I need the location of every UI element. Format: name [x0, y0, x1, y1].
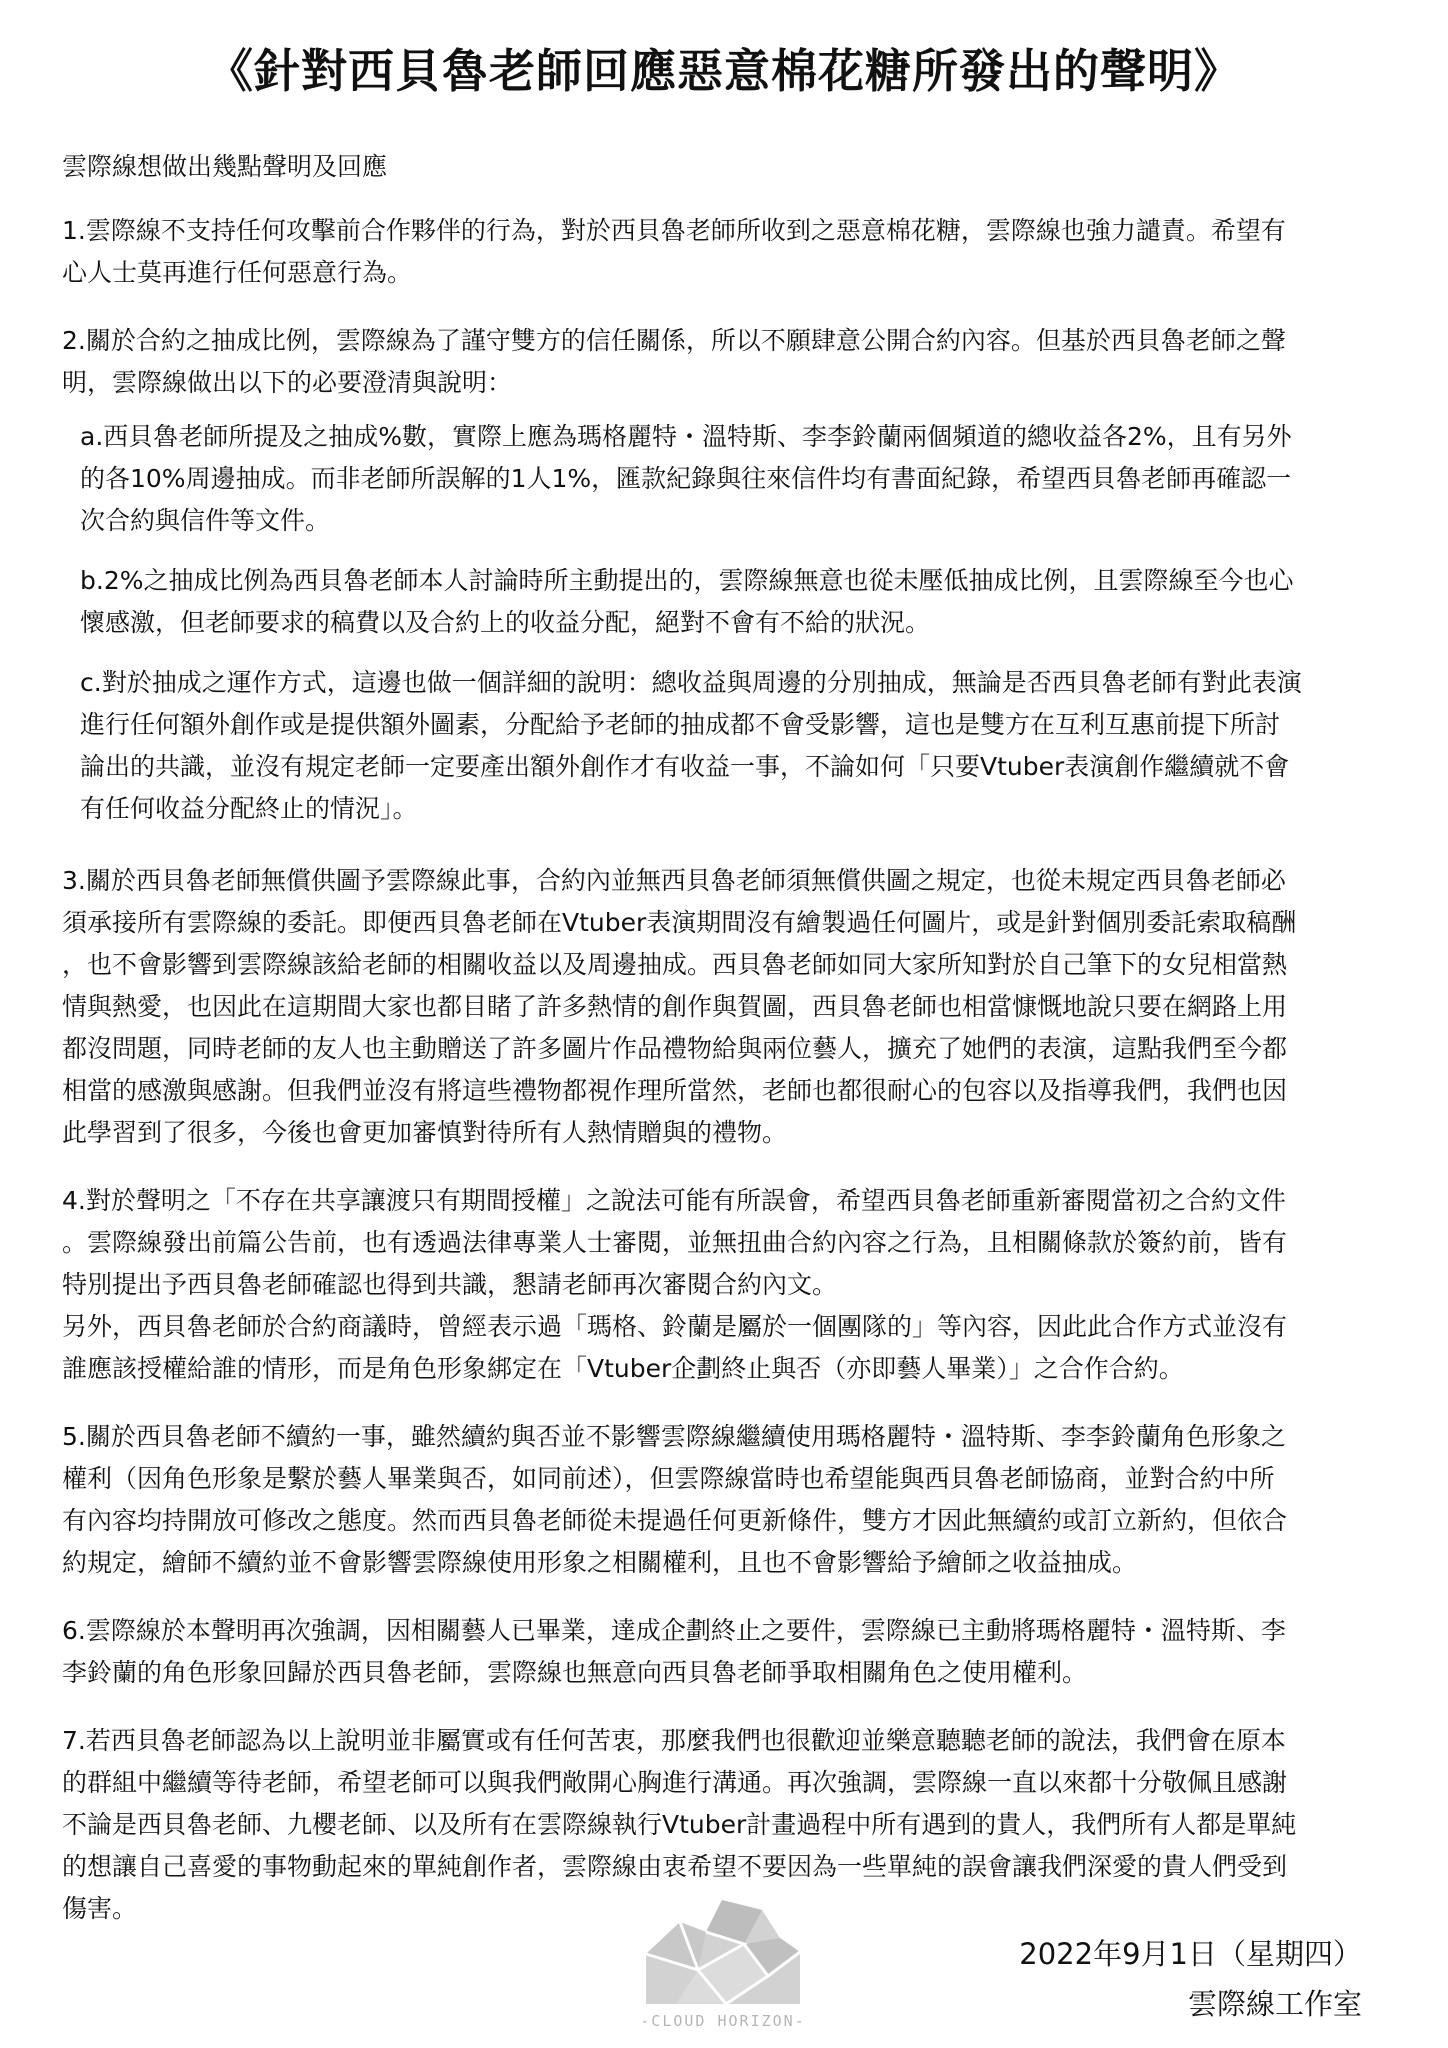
document-title: 《針對西貝魯老師回應惡意棉花糖所發出的聲明》: [207, 44, 1241, 98]
point-7-paragraph: 7.若西貝魯老師認為以上說明並非屬實或有任何苦衷，那麼我們也很歡迎並樂意聽聽老師的說法，我們會在原本 的群組中繼續等待老師，希望老師可以與我們敞開心胸進行溝通。再次強調，雲際線一直以來都十分敬佩且感謝 不論是西貝魯老師、九櫻老師、以及所有在雲際線執行Vtuber計畫過程中所有遇到的貴人，我們所有人都是單純 的想讓自己喜愛的事物動起來的單純創作者，雲際線由衷希望不要因為一些單純的誤會讓我們深愛的貴人們受到 傷害。: [62, 1726, 1297, 1923]
point-2c-paragraph: c.對於抽成之運作方式，這邊也做一個詳細的說明：總收益與周邊的分別抽成，無論是否西貝魯老師有對此表演 進行任何額外創作或是提供額外圖素，分配給予老師的抽成都不會受影響，這也是雙方在互利互惠前提下所討 論出的共識，並沒有規定老師一定要產出額外創作才有收益一事，不論如何「只要Vtuber表演創作繼續就不會 有任何收益分配終止的情況」。: [80, 668, 1302, 823]
point-4-addendum-paragraph: 另外，西貝魯老師於合約商議時，曾經表示過「瑪格、鈴蘭是屬於一個團隊的」等內容，因此此合作方式並沒有 誰應該授權給誰的情形，而是角色形象綁定在「Vtuber企劃終止與否（亦即藝人畢業）」之合作合約。: [62, 1312, 1288, 1383]
point-4-paragraph: 4.對於聲明之「不存在共享讓渡只有期間授權」之說法可能有所誤會，希望西貝魯老師重新審閱當初之合約文件 。雲際線發出前篇公告前，也有透過法律專業人士審閱，並無扭曲合約內容之行為，且相關條款於簽約前，皆有 特別提出予西貝魯老師確認也得到共識，懇請老師再次審閱合約內文。: [62, 1186, 1288, 1299]
point-1-paragraph: 1.雲際線不支持任何攻擊前合作夥伴的行為，對於西貝魯老師所收到之惡意棉花糖，雲際線也強力譴責。希望有 心人士莫再進行任何惡意行為。: [62, 216, 1286, 287]
point-2-paragraph: 2.關於合約之抽成比例，雲際線為了謹守雙方的信任關係，所以不願肆意公開合約內容。但基於西貝魯老師之聲 明，雲際線做出以下的必要澄清與說明：: [62, 326, 1286, 397]
point-2b-paragraph: b.2%之抽成比例為西貝魯老師本人討論時所主動提出的，雲際線無意也從未壓低抽成比例，且雲際線至今也心 懷感激，但老師要求的稿費以及合約上的收益分配，絕對不會有不給的狀況。: [80, 566, 1294, 637]
point-3-paragraph: 3.關於西貝魯老師無償供圖予雲際線此事，合約內並無西貝魯老師須無償供圖之規定，也從未規定西貝魯老師必 須承接所有雲際線的委託。即便西貝魯老師在Vtuber表演期間沒有繪製過任何圖片，或是針對個別委託索取稿酬 ，也不會影響到雲際線該給老師的相關收益以及周邊抽成。西貝魯老師如同大家所知對於自己筆下的女兒相當熱 情與熱愛，也因此在這期間大家也都目睹了許多熱情的創作與賀圖，西貝魯老師也相當慷慨地說只要在網路上用 都沒問題，同時老師的友人也主動贈送了許多圖片作品禮物給與兩位藝人，擴充了她們的表演，這點我們至今都 相當的感激與感謝。但我們並沒有將這些禮物都視作理所當然，老師也都很耐心的包容以及指導我們，我們也因 此學習到了很多，今後也會更加審慎對待所有人熱情贈與的禮物。: [62, 866, 1297, 1147]
logo-wordmark: -CLOUD HORIZON-: [640, 2012, 806, 2030]
cloud-horizon-logo: [618, 1892, 828, 2042]
signature: 雲際線工作室: [1187, 1987, 1362, 2021]
intro-paragraph: 雲際線想做出幾點聲明及回應: [62, 152, 388, 181]
document-body: [62, 146, 1392, 1956]
point-2a-paragraph: a.西貝魯老師所提及之抽成%數，實際上應為瑪格麗特・溫特斯、李李鈴蘭兩個頻道的總收益各2%，且有另外 的各10%周邊抽成。而非老師所誤解的1人1%，匯款紀錄與往來信件均有書面紀錄，希望西貝魯老師再確認一 次合約與信件等文件。: [80, 422, 1292, 535]
cloud-logo-icon: [636, 1892, 810, 2010]
statement-date: 2022年9月1日（星期四）: [1019, 1937, 1362, 1971]
point-6-paragraph: 6.雲際線於本聲明再次強調，因相關藝人已畢業，達成企劃終止之要件，雲際線已主動將瑪格麗特・溫特斯、李 李鈴蘭的角色形象回歸於西貝魯老師，雲際線也無意向西貝魯老師爭取相關角色之使用權利。: [62, 1616, 1286, 1687]
point-5-paragraph: 5.關於西貝魯老師不續約一事，雖然續約與否並不影響雲際線繼續使用瑪格麗特・溫特斯、李李鈴蘭角色形象之 權利（因角色形象是繫於藝人畢業與否，如同前述），但雲際線當時也希望能與西貝魯老師協商，並對合約中所 有內容均持開放可修改之態度。然而西貝魯老師從未提過任何更新條件，雙方才因此無續約或訂立新約，但依合 約規定，繪師不續約並不會影響雲際線使用形象之相關權利，且也不會影響給予繪師之收益抽成。: [62, 1422, 1288, 1577]
